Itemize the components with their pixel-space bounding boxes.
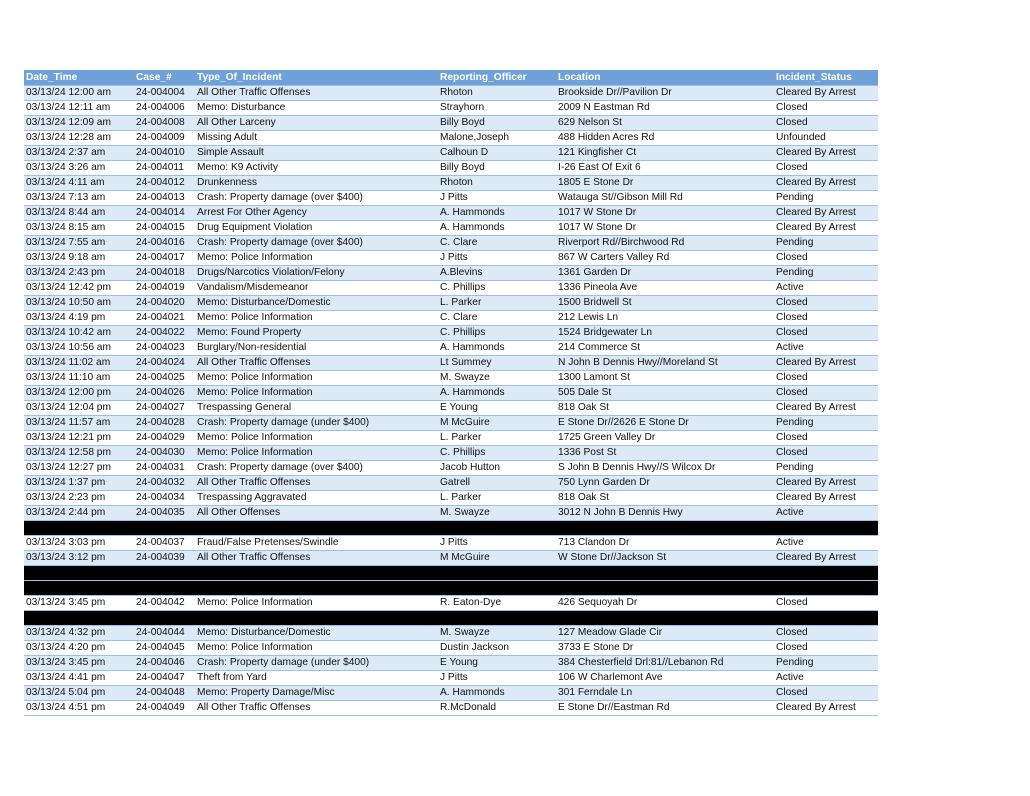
cell-incident-status: Pending [774, 266, 878, 281]
cell-location: 384 Chesterfield Drl:81//Lebanon Rd [556, 656, 774, 671]
cell-type-of-incident: Memo: Police Information [195, 431, 438, 446]
cell-reporting-officer: J Pitts [438, 536, 556, 551]
table-row [24, 311, 878, 326]
cell-reporting-officer: J Pitts [438, 671, 556, 686]
cell-case-number: 24-004022 [134, 326, 195, 341]
cell-location: 1017 W Stone Dr [556, 206, 774, 221]
cell-date-time: 03/13/24 7:55 am [24, 236, 134, 251]
cell-reporting-officer: L. Parker [438, 296, 556, 311]
cell-case-number: 24-004048 [134, 686, 195, 701]
cell-date-time: 03/13/24 5:04 pm [24, 686, 134, 701]
cell-incident-status: Closed [774, 641, 878, 656]
cell-type-of-incident: All Other Traffic Offenses [195, 86, 438, 101]
cell-date-time: 03/13/24 4:32 pm [24, 626, 134, 641]
cell-type-of-incident: Arrest For Other Agency [195, 206, 438, 221]
cell-reporting-officer: A. Hammonds [438, 221, 556, 236]
table-row [24, 551, 878, 566]
cell-date-time: 03/13/24 3:03 pm [24, 536, 134, 551]
cell-date-time: 03/13/24 4:51 pm [24, 701, 134, 716]
cell-type-of-incident: Memo: Disturbance/Domestic [195, 626, 438, 641]
table-row [24, 161, 878, 176]
incident-report-sheet [24, 70, 878, 716]
cell-case-number: 24-004028 [134, 416, 195, 431]
cell-incident-status: Closed [774, 161, 878, 176]
cell-reporting-officer: M McGuire [438, 416, 556, 431]
cell-type-of-incident: Memo: K9 Activity [195, 161, 438, 176]
table-row [24, 176, 878, 191]
cell-incident-status: Cleared By Arrest [774, 551, 878, 566]
cell-reporting-officer: Dustin Jackson [438, 641, 556, 656]
cell-location: Brookside Dr//Pavilion Dr [556, 86, 774, 101]
cell-case-number: 24-004009 [134, 131, 195, 146]
redaction-bar [24, 611, 878, 626]
table-row [24, 461, 878, 476]
redacted-row [24, 581, 878, 596]
cell-location: N John B Dennis Hwy//Moreland St [556, 356, 774, 371]
cell-case-number: 24-004035 [134, 506, 195, 521]
cell-date-time: 03/13/24 4:20 pm [24, 641, 134, 656]
cell-type-of-incident: Crash: Property damage (over $400) [195, 236, 438, 251]
cell-case-number: 24-004032 [134, 476, 195, 491]
cell-reporting-officer: Lt Summey [438, 356, 556, 371]
cell-reporting-officer: E Young [438, 656, 556, 671]
cell-incident-status: Active [774, 536, 878, 551]
cell-type-of-incident: Vandalism/Misdemeanor [195, 281, 438, 296]
cell-incident-status: Pending [774, 656, 878, 671]
cell-case-number: 24-004017 [134, 251, 195, 266]
cell-location: 505 Dale St [556, 386, 774, 401]
cell-case-number: 24-004029 [134, 431, 195, 446]
cell-type-of-incident: Memo: Found Property [195, 326, 438, 341]
cell-type-of-incident: All Other Traffic Offenses [195, 356, 438, 371]
cell-type-of-incident: Drunkenness [195, 176, 438, 191]
cell-incident-status: Cleared By Arrest [774, 356, 878, 371]
cell-case-number: 24-004008 [134, 116, 195, 131]
cell-reporting-officer: C. Clare [438, 311, 556, 326]
cell-date-time: 03/13/24 12:00 pm [24, 386, 134, 401]
cell-case-number: 24-004004 [134, 86, 195, 101]
cell-type-of-incident: Memo: Police Information [195, 251, 438, 266]
cell-case-number: 24-004015 [134, 221, 195, 236]
table-row [24, 221, 878, 236]
cell-case-number: 24-004042 [134, 596, 195, 611]
column-header-type-of-incident: Type_Of_Incident [195, 70, 438, 86]
cell-location: 3733 E Stone Dr [556, 641, 774, 656]
cell-reporting-officer: Billy Boyd [438, 161, 556, 176]
cell-reporting-officer: E Young [438, 401, 556, 416]
cell-incident-status: Closed [774, 326, 878, 341]
cell-date-time: 03/13/24 4:11 am [24, 176, 134, 191]
cell-location: Watauga St//Gibson Mill Rd [556, 191, 774, 206]
cell-reporting-officer: Calhoun D [438, 146, 556, 161]
cell-incident-status: Closed [774, 446, 878, 461]
cell-type-of-incident: Memo: Police Information [195, 641, 438, 656]
cell-reporting-officer: Rhoton [438, 86, 556, 101]
cell-reporting-officer: A. Hammonds [438, 686, 556, 701]
cell-incident-status: Closed [774, 116, 878, 131]
cell-location: 301 Ferndale Ln [556, 686, 774, 701]
table-row [24, 401, 878, 416]
cell-incident-status: Active [774, 671, 878, 686]
cell-location: 1725 Green Valley Dr [556, 431, 774, 446]
redacted-row [24, 521, 878, 536]
cell-case-number: 24-004046 [134, 656, 195, 671]
cell-date-time: 03/13/24 3:45 pm [24, 656, 134, 671]
table-row [24, 236, 878, 251]
cell-type-of-incident: Memo: Police Information [195, 311, 438, 326]
cell-location: 867 W Carters Valley Rd [556, 251, 774, 266]
cell-date-time: 03/13/24 10:50 am [24, 296, 134, 311]
cell-location: 1336 Pineola Ave [556, 281, 774, 296]
cell-case-number: 24-004039 [134, 551, 195, 566]
cell-reporting-officer: C. Phillips [438, 326, 556, 341]
cell-reporting-officer: Billy Boyd [438, 116, 556, 131]
table-header [24, 70, 878, 86]
cell-type-of-incident: Memo: Police Information [195, 386, 438, 401]
table-row [24, 476, 878, 491]
cell-reporting-officer: L. Parker [438, 431, 556, 446]
cell-type-of-incident: Theft from Yard [195, 671, 438, 686]
cell-reporting-officer: M. Swayze [438, 506, 556, 521]
cell-date-time: 03/13/24 12:42 pm [24, 281, 134, 296]
table-row [24, 416, 878, 431]
cell-case-number: 24-004021 [134, 311, 195, 326]
cell-date-time: 03/13/24 12:21 pm [24, 431, 134, 446]
cell-reporting-officer: A. Hammonds [438, 206, 556, 221]
cell-reporting-officer: Jacob Hutton [438, 461, 556, 476]
cell-case-number: 24-004044 [134, 626, 195, 641]
cell-date-time: 03/13/24 3:45 pm [24, 596, 134, 611]
cell-type-of-incident: All Other Traffic Offenses [195, 701, 438, 716]
cell-location: 214 Commerce St [556, 341, 774, 356]
cell-type-of-incident: Drugs/Narcotics Violation/Felony [195, 266, 438, 281]
cell-type-of-incident: Crash: Property damage (over $400) [195, 191, 438, 206]
cell-type-of-incident: Memo: Disturbance/Domestic [195, 296, 438, 311]
table-row [24, 206, 878, 221]
cell-date-time: 03/13/24 11:10 am [24, 371, 134, 386]
cell-reporting-officer: Strayhorn [438, 101, 556, 116]
cell-case-number: 24-004006 [134, 101, 195, 116]
cell-incident-status: Cleared By Arrest [774, 221, 878, 236]
cell-type-of-incident: Crash: Property damage (under $400) [195, 416, 438, 431]
cell-type-of-incident: Burglary/Non-residential [195, 341, 438, 356]
cell-reporting-officer: R. Eaton-Dye [438, 596, 556, 611]
table-row [24, 116, 878, 131]
redacted-row [24, 611, 878, 626]
table-row [24, 296, 878, 311]
table-row [24, 536, 878, 551]
cell-reporting-officer: M. Swayze [438, 371, 556, 386]
table-row [24, 491, 878, 506]
cell-location: 818 Oak St [556, 491, 774, 506]
cell-date-time: 03/13/24 8:15 am [24, 221, 134, 236]
cell-location: 3012 N John B Dennis Hwy [556, 506, 774, 521]
table-row [24, 191, 878, 206]
cell-incident-status: Cleared By Arrest [774, 701, 878, 716]
cell-date-time: 03/13/24 11:57 am [24, 416, 134, 431]
table-row [24, 671, 878, 686]
header-row [24, 70, 878, 86]
cell-reporting-officer: M McGuire [438, 551, 556, 566]
cell-location: I-26 East Of Exit 6 [556, 161, 774, 176]
table-row [24, 146, 878, 161]
cell-incident-status: Closed [774, 251, 878, 266]
cell-incident-status: Cleared By Arrest [774, 146, 878, 161]
cell-case-number: 24-004026 [134, 386, 195, 401]
cell-reporting-officer: C. Phillips [438, 446, 556, 461]
cell-location: 106 W Charlemont Ave [556, 671, 774, 686]
cell-reporting-officer: A. Hammonds [438, 386, 556, 401]
table-row [24, 251, 878, 266]
cell-date-time: 03/13/24 2:23 pm [24, 491, 134, 506]
table-row [24, 656, 878, 671]
cell-incident-status: Cleared By Arrest [774, 476, 878, 491]
column-header-location: Location [556, 70, 774, 86]
cell-type-of-incident: Missing Adult [195, 131, 438, 146]
cell-case-number: 24-004025 [134, 371, 195, 386]
cell-location: 1336 Post St [556, 446, 774, 461]
cell-reporting-officer: J Pitts [438, 191, 556, 206]
cell-incident-status: Closed [774, 101, 878, 116]
cell-location: E Stone Dr//2626 E Stone Dr [556, 416, 774, 431]
cell-type-of-incident: Trespassing General [195, 401, 438, 416]
cell-location: W Stone Dr//Jackson St [556, 551, 774, 566]
table-row [24, 266, 878, 281]
cell-case-number: 24-004027 [134, 401, 195, 416]
redaction-bar [24, 581, 878, 596]
cell-date-time: 03/13/24 2:37 am [24, 146, 134, 161]
cell-incident-status: Cleared By Arrest [774, 491, 878, 506]
cell-date-time: 03/13/24 11:02 am [24, 356, 134, 371]
cell-date-time: 03/13/24 7:13 am [24, 191, 134, 206]
cell-case-number: 24-004037 [134, 536, 195, 551]
cell-type-of-incident: Memo: Police Information [195, 371, 438, 386]
cell-reporting-officer: Gatrell [438, 476, 556, 491]
cell-type-of-incident: All Other Larceny [195, 116, 438, 131]
cell-incident-status: Cleared By Arrest [774, 86, 878, 101]
table-row [24, 326, 878, 341]
cell-incident-status: Closed [774, 296, 878, 311]
table-row [24, 101, 878, 116]
cell-date-time: 03/13/24 2:44 pm [24, 506, 134, 521]
cell-type-of-incident: All Other Offenses [195, 506, 438, 521]
cell-case-number: 24-004014 [134, 206, 195, 221]
cell-location: 2009 N Eastman Rd [556, 101, 774, 116]
cell-location: 488 Hidden Acres Rd [556, 131, 774, 146]
cell-date-time: 03/13/24 12:00 am [24, 86, 134, 101]
cell-date-time: 03/13/24 10:42 am [24, 326, 134, 341]
cell-incident-status: Pending [774, 416, 878, 431]
cell-incident-status: Pending [774, 236, 878, 251]
cell-incident-status: Active [774, 281, 878, 296]
cell-reporting-officer: M. Swayze [438, 626, 556, 641]
cell-date-time: 03/13/24 2:43 pm [24, 266, 134, 281]
cell-incident-status: Pending [774, 191, 878, 206]
cell-date-time: 03/13/24 12:09 am [24, 116, 134, 131]
cell-case-number: 24-004020 [134, 296, 195, 311]
cell-date-time: 03/13/24 12:28 am [24, 131, 134, 146]
cell-date-time: 03/13/24 12:04 pm [24, 401, 134, 416]
redacted-row [24, 566, 878, 581]
cell-reporting-officer: Malone,Joseph [438, 131, 556, 146]
cell-type-of-incident: Crash: Property damage (over $400) [195, 461, 438, 476]
table-row [24, 356, 878, 371]
table-row [24, 131, 878, 146]
cell-case-number: 24-004047 [134, 671, 195, 686]
cell-case-number: 24-004019 [134, 281, 195, 296]
cell-reporting-officer: A. Hammonds [438, 341, 556, 356]
cell-incident-status: Pending [774, 461, 878, 476]
table-row [24, 641, 878, 656]
table-row [24, 626, 878, 641]
cell-case-number: 24-004010 [134, 146, 195, 161]
cell-location: 1524 Bridgewater Ln [556, 326, 774, 341]
cell-location: 713 Clandon Dr [556, 536, 774, 551]
cell-location: E Stone Dr//Eastman Rd [556, 701, 774, 716]
cell-reporting-officer: A.Blevins [438, 266, 556, 281]
cell-case-number: 24-004031 [134, 461, 195, 476]
cell-incident-status: Closed [774, 311, 878, 326]
table-row [24, 446, 878, 461]
cell-date-time: 03/13/24 9:18 am [24, 251, 134, 266]
table-row [24, 341, 878, 356]
cell-case-number: 24-004034 [134, 491, 195, 506]
table-row [24, 281, 878, 296]
cell-location: 127 Meadow Glade Cir [556, 626, 774, 641]
column-header-date-time: Date_Time [24, 70, 134, 86]
table-row [24, 701, 878, 716]
cell-case-number: 24-004011 [134, 161, 195, 176]
table-body [24, 86, 878, 716]
cell-type-of-incident: Memo: Disturbance [195, 101, 438, 116]
cell-reporting-officer: J Pitts [438, 251, 556, 266]
table-row [24, 431, 878, 446]
cell-location: 629 Nelson St [556, 116, 774, 131]
cell-date-time: 03/13/24 12:11 am [24, 101, 134, 116]
cell-reporting-officer: Rhoton [438, 176, 556, 191]
cell-location: 1017 W Stone Dr [556, 221, 774, 236]
cell-reporting-officer: L. Parker [438, 491, 556, 506]
cell-case-number: 24-004023 [134, 341, 195, 356]
cell-date-time: 03/13/24 3:12 pm [24, 551, 134, 566]
cell-date-time: 03/13/24 4:19 pm [24, 311, 134, 326]
cell-incident-status: Closed [774, 386, 878, 401]
cell-date-time: 03/13/24 1:37 pm [24, 476, 134, 491]
cell-location: 750 Lynn Garden Dr [556, 476, 774, 491]
cell-type-of-incident: Memo: Property Damage/Misc [195, 686, 438, 701]
table-row [24, 86, 878, 101]
cell-date-time: 03/13/24 12:27 pm [24, 461, 134, 476]
cell-type-of-incident: Simple Assault [195, 146, 438, 161]
cell-case-number: 24-004024 [134, 356, 195, 371]
column-header-incident-status: Incident_Status [774, 70, 878, 86]
cell-date-time: 03/13/24 3:26 am [24, 161, 134, 176]
table-row [24, 596, 878, 611]
cell-location: 212 Lewis Ln [556, 311, 774, 326]
cell-location: 1805 E Stone Dr [556, 176, 774, 191]
cell-case-number: 24-004013 [134, 191, 195, 206]
cell-case-number: 24-004016 [134, 236, 195, 251]
cell-reporting-officer: C. Clare [438, 236, 556, 251]
cell-case-number: 24-004018 [134, 266, 195, 281]
cell-type-of-incident: All Other Traffic Offenses [195, 476, 438, 491]
cell-reporting-officer: R.McDonald [438, 701, 556, 716]
redaction-bar [24, 566, 878, 581]
cell-incident-status: Closed [774, 371, 878, 386]
cell-location: 818 Oak St [556, 401, 774, 416]
cell-reporting-officer: C. Phillips [438, 281, 556, 296]
cell-incident-status: Cleared By Arrest [774, 206, 878, 221]
cell-location: 1500 Bridwell St [556, 296, 774, 311]
cell-date-time: 03/13/24 12:58 pm [24, 446, 134, 461]
cell-case-number: 24-004049 [134, 701, 195, 716]
cell-location: 1300 Lamont St [556, 371, 774, 386]
column-header-case-number: Case_# [134, 70, 195, 86]
cell-date-time: 03/13/24 4:41 pm [24, 671, 134, 686]
table-row [24, 386, 878, 401]
cell-incident-status: Active [774, 506, 878, 521]
cell-location: S John B Dennis Hwy//S Wilcox Dr [556, 461, 774, 476]
cell-incident-status: Closed [774, 686, 878, 701]
cell-type-of-incident: Drug Equipment Violation [195, 221, 438, 236]
cell-location: 121 Kingfisher Ct [556, 146, 774, 161]
cell-type-of-incident: Fraud/False Pretenses/Swindle [195, 536, 438, 551]
cell-type-of-incident: Memo: Police Information [195, 446, 438, 461]
cell-date-time: 03/13/24 10:56 am [24, 341, 134, 356]
cell-location: 426 Sequoyah Dr [556, 596, 774, 611]
cell-incident-status: Closed [774, 626, 878, 641]
cell-incident-status: Cleared By Arrest [774, 176, 878, 191]
column-header-reporting-officer: Reporting_Officer [438, 70, 556, 86]
table-row [24, 506, 878, 521]
cell-date-time: 03/13/24 8:44 am [24, 206, 134, 221]
table-row [24, 686, 878, 701]
redaction-bar [24, 521, 878, 536]
cell-location: Riverport Rd//Birchwood Rd [556, 236, 774, 251]
table-row [24, 371, 878, 386]
cell-incident-status: Active [774, 341, 878, 356]
cell-incident-status: Unfounded [774, 131, 878, 146]
cell-type-of-incident: Crash: Property damage (under $400) [195, 656, 438, 671]
cell-incident-status: Closed [774, 431, 878, 446]
cell-case-number: 24-004030 [134, 446, 195, 461]
cell-case-number: 24-004045 [134, 641, 195, 656]
cell-case-number: 24-004012 [134, 176, 195, 191]
cell-type-of-incident: Memo: Police Information [195, 596, 438, 611]
cell-location: 1361 Garden Dr [556, 266, 774, 281]
cell-type-of-incident: Trespassing Aggravated [195, 491, 438, 506]
cell-type-of-incident: All Other Traffic Offenses [195, 551, 438, 566]
cell-incident-status: Cleared By Arrest [774, 401, 878, 416]
cell-incident-status: Closed [774, 596, 878, 611]
incident-table [24, 70, 878, 716]
